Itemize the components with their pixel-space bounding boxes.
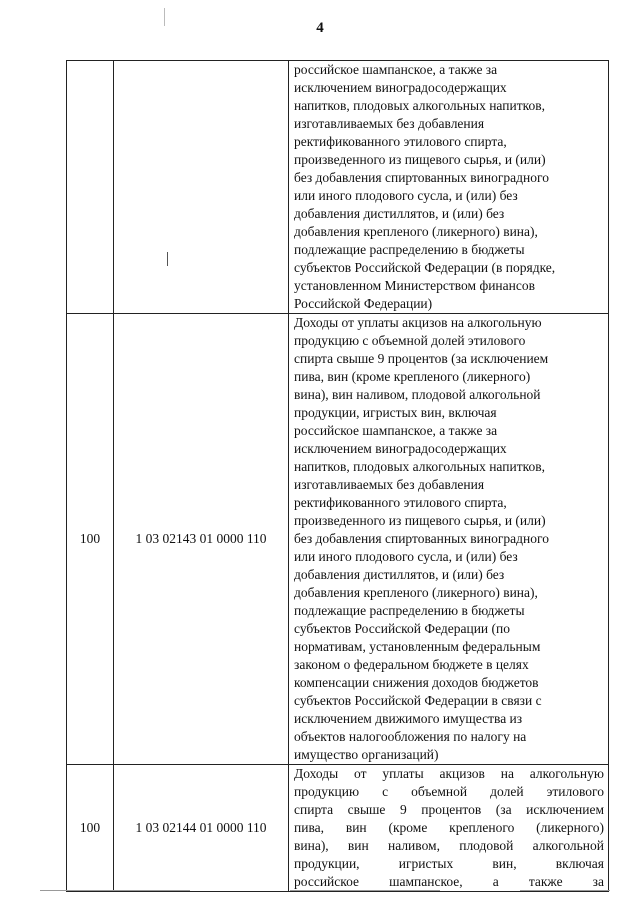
description-line: российское шампанское, а также за xyxy=(294,874,604,889)
description-line: компенсации снижения доходов бюджетов xyxy=(294,675,539,690)
table-row xyxy=(67,314,609,765)
description-line: продукцию с объемной долей этилового xyxy=(294,333,526,348)
description-line: Российской Федерации) xyxy=(294,296,433,311)
description-cell xyxy=(289,765,609,892)
description-line: объектов налогообложения по налогу на xyxy=(294,729,527,744)
description-line: добавления крепленого (ликерного) вина), xyxy=(294,224,538,239)
description-line: спирта свыше 9 процентов (за исключением xyxy=(294,351,549,366)
admin-code-cell xyxy=(67,61,114,314)
description-line: исключением виноградосодержащих xyxy=(294,441,507,456)
admin-code-cell: 100 xyxy=(67,314,114,765)
description-line: вина), вин наливом, плодовой алкогольной xyxy=(294,387,541,402)
description-line: ректификованного этилового спирта, xyxy=(294,495,507,510)
description-line: вина), вин наливом, плодовой алкогольной xyxy=(294,838,604,853)
admin-code-cell: 100 xyxy=(67,765,114,892)
description-line: Доходы от уплаты акцизов на алкогольную xyxy=(294,766,604,781)
description-line: субъектов Российской Федерации в связи с xyxy=(294,693,542,708)
description-line: российское шампанское, а также за xyxy=(294,62,498,77)
description-line: имущество организаций) xyxy=(294,747,439,762)
description-line: субъектов Российской Федерации (по xyxy=(294,621,510,636)
description-line: добавления дистиллятов, и (или) без xyxy=(294,567,505,582)
scan-edge-line xyxy=(40,890,190,891)
description-line: напитков, плодовых алкогольных напитков, xyxy=(294,98,545,113)
kbk-code-cell xyxy=(114,61,289,314)
table-row xyxy=(67,765,609,892)
table-row xyxy=(67,61,609,314)
page-number: 4 xyxy=(316,20,324,36)
description-line: изготавливаемых без добавления xyxy=(294,477,485,492)
description-line: продукции, игристых вин, включая xyxy=(294,856,604,871)
description-line: продукции, игристых вин, включая xyxy=(294,405,497,420)
scan-edge-line xyxy=(520,890,610,891)
description-line: исключением виноградосодержащих xyxy=(294,80,507,95)
description-line: российское шампанское, а также за xyxy=(294,423,498,438)
kbk-code-cell: 1 03 02143 01 0000 110 xyxy=(114,314,289,765)
description-line: продукцию с объемной долей этилового xyxy=(294,784,604,799)
revenue-classification-table xyxy=(66,60,609,892)
description-line: без добавления спиртованных виноградного xyxy=(294,531,549,546)
description-line: пива, вин (кроме крепленого (ликерного) xyxy=(294,820,604,835)
description-line: или иного плодового сусла, и (или) без xyxy=(294,549,518,564)
description-line: спирта свыше 9 процентов (за исключением xyxy=(294,802,604,817)
description-line: исключением движимого имущества из xyxy=(294,711,523,726)
description-line: Доходы от уплаты акцизов на алкогольную xyxy=(294,315,542,330)
description-line: установленном Министерством финансов xyxy=(294,278,535,293)
description-cell xyxy=(289,314,609,765)
description-line: подлежащие распределению в бюджеты xyxy=(294,603,525,618)
description-line: или иного плодового сусла, и (или) без xyxy=(294,188,518,203)
description-line: добавления крепленого (ликерного) вина), xyxy=(294,585,538,600)
description-line: изготавливаемых без добавления xyxy=(294,116,485,131)
kbk-code-cell: 1 03 02144 01 0000 110 xyxy=(114,765,289,892)
description-line: произведенного из пищевого сырья, и (или) xyxy=(294,513,546,528)
description-line: ректификованного этилового спирта, xyxy=(294,134,507,149)
description-line: напитков, плодовых алкогольных напитков, xyxy=(294,459,545,474)
description-line: подлежащие распределению в бюджеты xyxy=(294,242,525,257)
description-line: субъектов Российской Федерации (в порядке, xyxy=(294,260,556,275)
description-line: законом о федеральном бюджете в целях xyxy=(294,657,529,672)
scan-edge-line xyxy=(290,890,440,891)
description-line: нормативам, установленным федеральным xyxy=(294,639,541,654)
scan-mark xyxy=(164,8,165,26)
description-line: добавления дистиллятов, и (или) без xyxy=(294,206,505,221)
description-cell xyxy=(289,61,609,314)
description-line: пива, вин (кроме крепленого (ликерного) xyxy=(294,369,531,384)
description-line: без добавления спиртованных виноградного xyxy=(294,170,549,185)
description-line: произведенного из пищевого сырья, и (или) xyxy=(294,152,546,167)
